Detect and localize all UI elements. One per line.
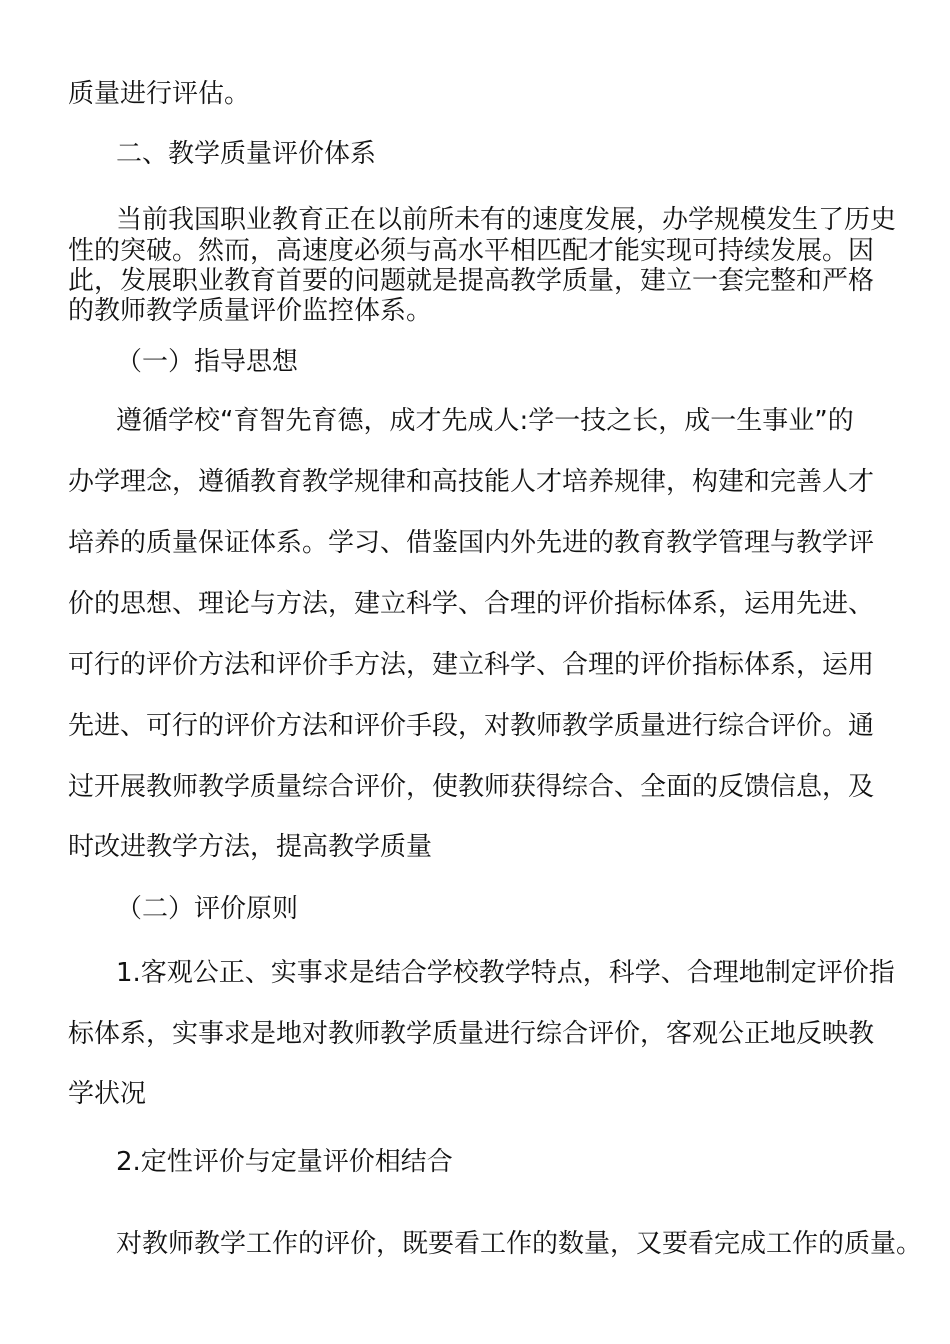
text-line: 学状况 [68,1079,147,1109]
text-line: 时改进教学方法，提高教学质量 [68,832,433,862]
subsection-heading: （一）指导思想 [116,347,299,377]
text-line: 可行的评价方法和评价手方法，建立科学、合理的评价指标体系，运用 [68,650,875,680]
text-line: 1.客观公正、实事求是结合学校教学特点，科学、合理地制定评价指 [116,958,895,988]
text-line: 办学理念，遵循教育教学规律和高技能人才培养规律，构建和完善人才 [68,467,875,497]
text-line: 的教师教学质量评价监控体系。 [68,296,433,326]
text-line: 性的突破。然而，高速度必须与高水平相匹配才能实现可持续发展。因 [68,236,875,266]
section-heading: 二、教学质量评价体系 [116,139,377,169]
text-line: 价的思想、理论与方法，建立科学、合理的评价指标体系，运用先进、 [68,589,875,619]
text-line: 当前我国职业教育正在以前所未有的速度发展，办学规模发生了历史 [116,205,897,235]
text-line: 过开展教师教学质量综合评价，使教师获得综合、全面的反馈信息，及 [68,772,875,802]
text-line: 标体系，实事求是地对教师教学质量进行综合评价，客观公正地反映教 [68,1019,875,1049]
text-line: 遵循学校“育智先育德，成才先成人:学一技之长，成一生事业”的 [116,406,854,436]
text-line: 此，发展职业教育首要的问题就是提高教学质量，建立一套完整和严格 [68,266,875,296]
numbered-heading: 2.定性评价与定量评价相结合 [116,1147,453,1177]
subsection-heading: （二）评价原则 [116,894,299,924]
text-line: 质量进行评估。 [68,79,251,109]
text-line: 先进、可行的评价方法和评价手段，对教师教学质量进行综合评价。通 [68,711,875,741]
text-line: 培养的质量保证体系。学习、借鉴国内外先进的教育教学管理与教学评 [68,528,875,558]
text-line: 对教师教学工作的评价，既要看工作的数量，又要看完成工作的质量。 [116,1229,923,1259]
